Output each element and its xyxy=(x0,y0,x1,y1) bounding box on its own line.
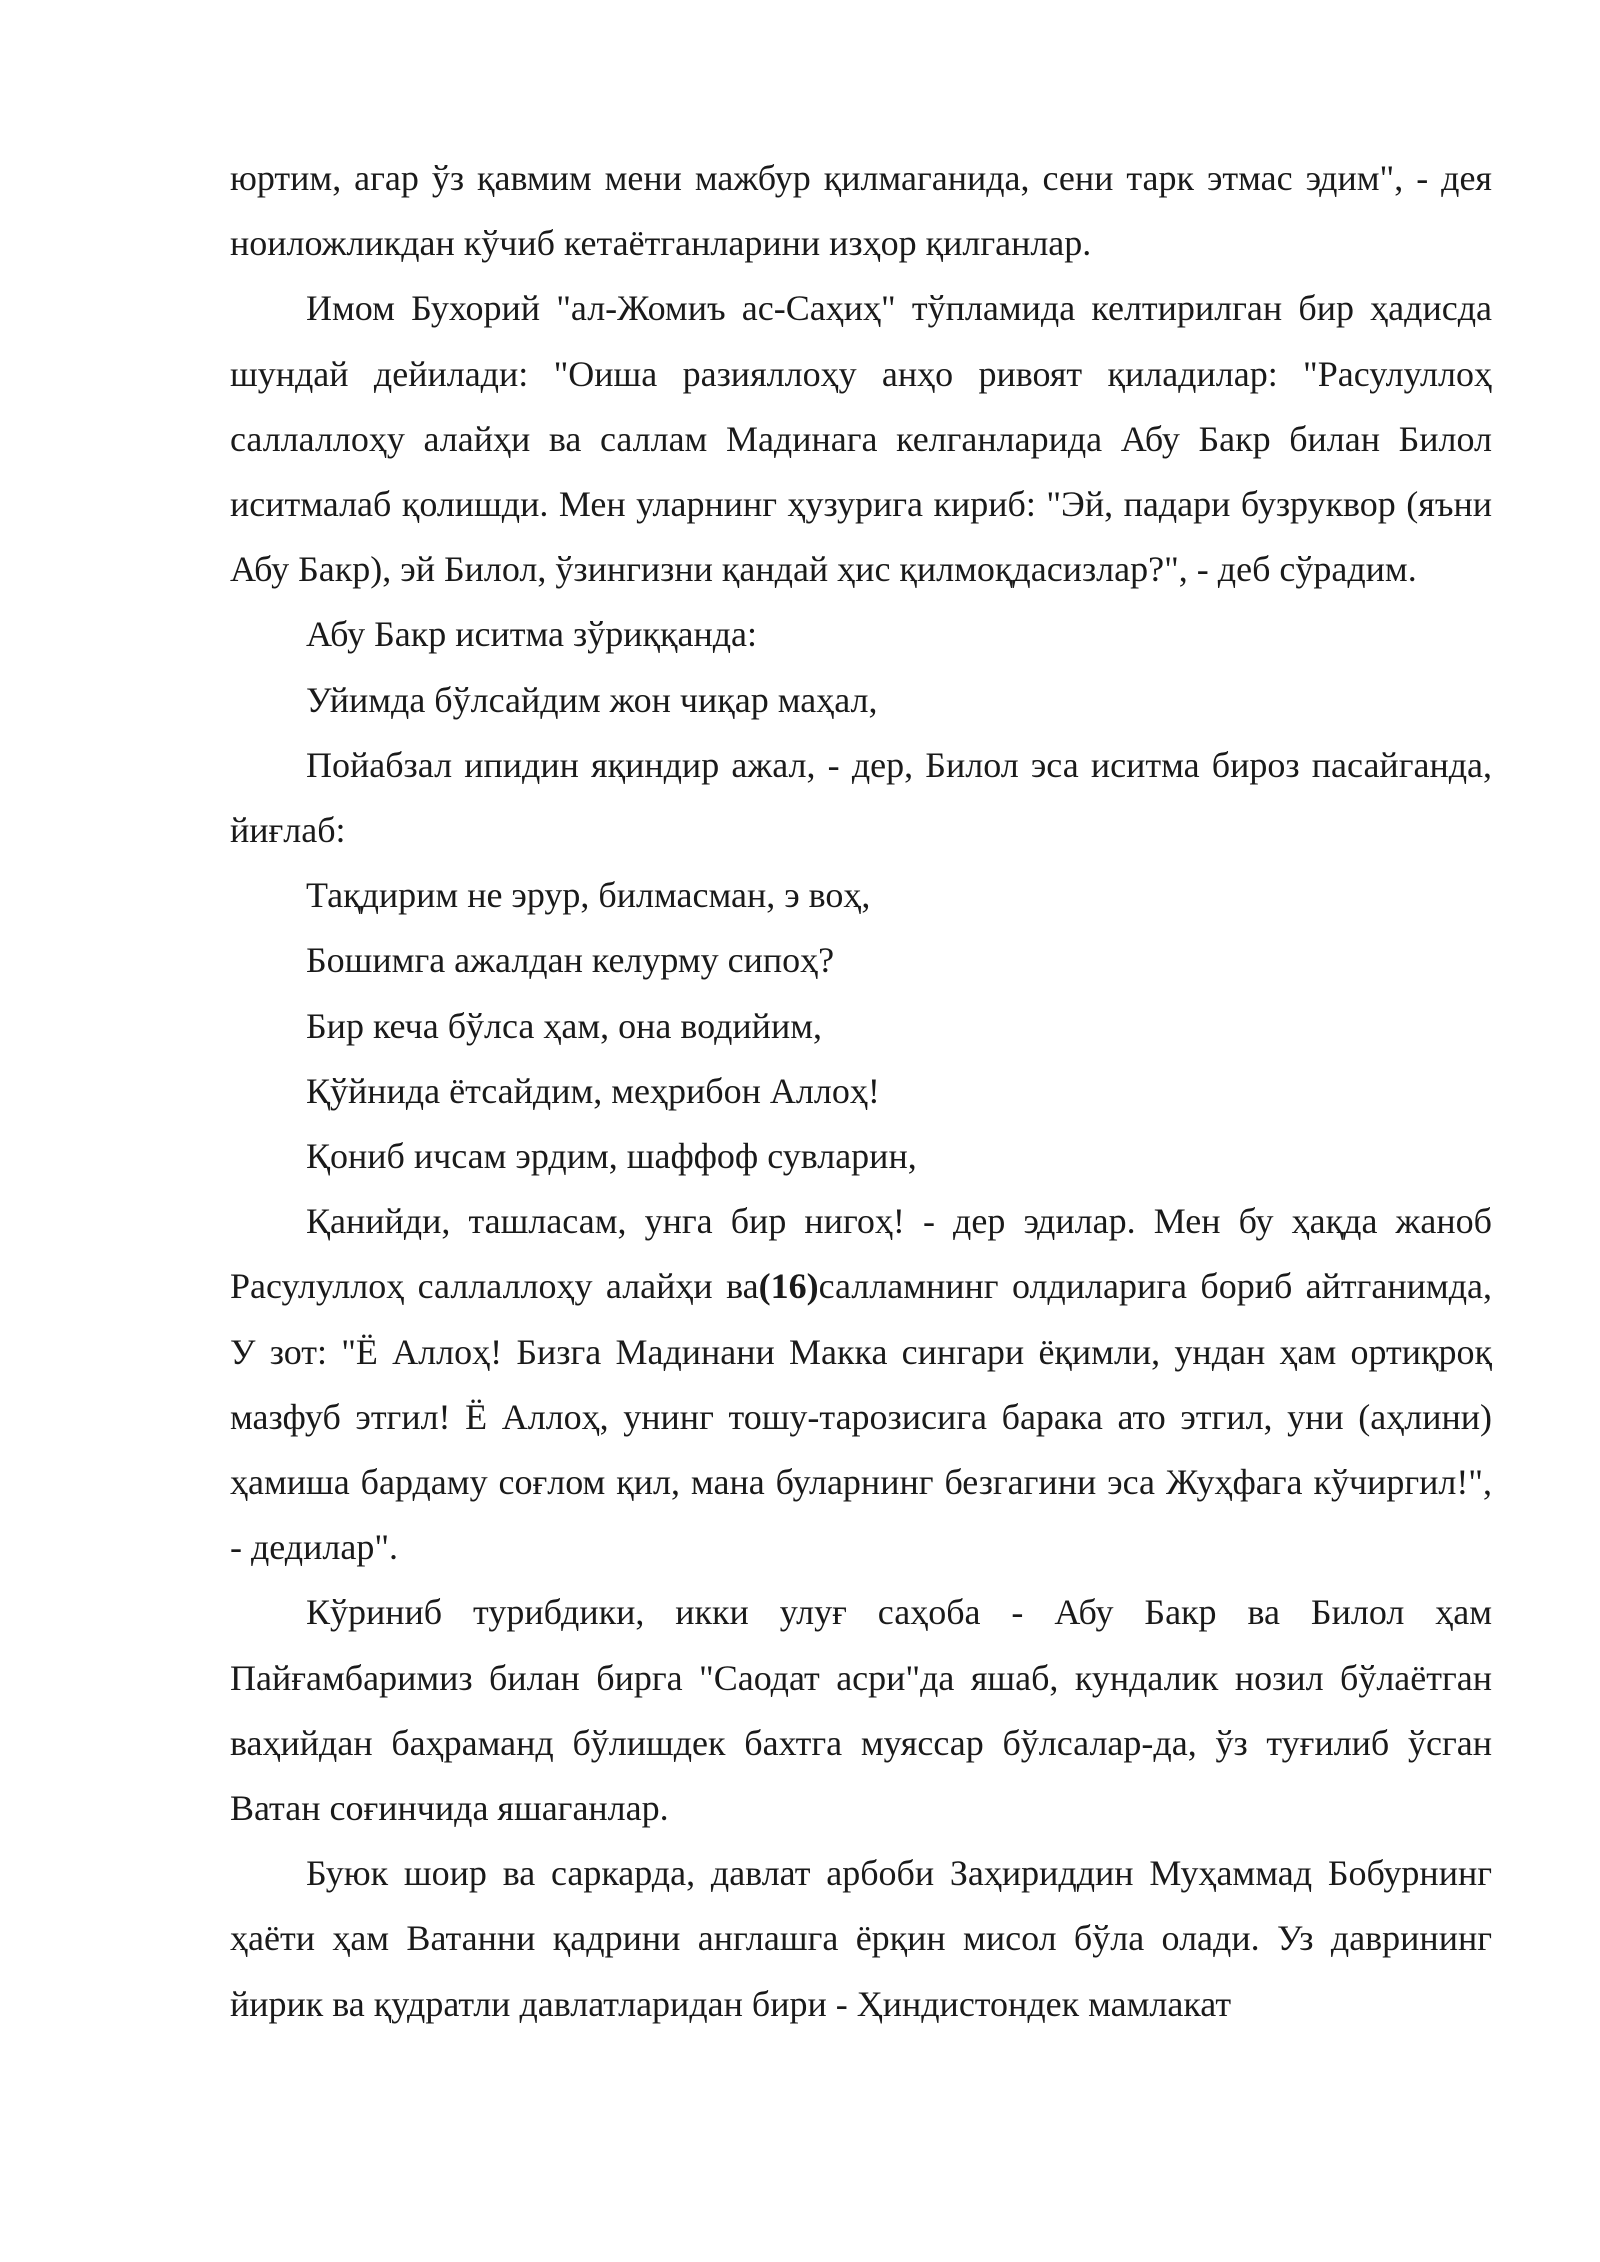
paragraph-11 xyxy=(230,1189,1492,1580)
verse-line-1: Уйимда бўлсайдим жон чиқар маҳал, xyxy=(306,679,878,720)
paragraph-3: Абу Бакр иситма зўриққанда: xyxy=(306,614,758,655)
paragraph-12: Кўриниб турибдики, икки улуғ саҳоба - Абу Бакр ва Билол ҳам Пайғамбаримиз билан бирга "Саодат асри"да яшаб, кундалик нозил бўлаётган ваҳийдан баҳраманд бўлишдек бахтга муяссар бўлсалар-да, ўз туғилиб ўсган Ватан соғинчида яшаганлар. xyxy=(230,1592,1492,1829)
paragraph-5: Пойабзал ипидин яқиндир ажал, - дер, Билол эса иситма бироз пасайганда, йиғлаб: xyxy=(230,744,1492,851)
body-text xyxy=(230,146,1492,2037)
page-number-marker: (16) xyxy=(758,1266,819,1307)
verse-line-6: Қониб ичсам эрдим, шаффоф сувларин, xyxy=(306,1136,917,1177)
paragraph-1: юртим, агар ўз қавмим мени мажбур қилмаганида, сени тарк этмас эдим", - дея ноиложликдан кўчиб кетаётганларини изҳор қилганлар. xyxy=(230,158,1492,264)
paragraph-13: Буюк шоир ва саркарда, давлат арбоби Заҳириддин Муҳаммад Бобурнинг ҳаёти ҳам Ватанни қадрини англашга ёрқин мисол бўла олади. Уз даврининг йирик ва қудратли давлатларидан бири - Ҳиндистондек мамлакат xyxy=(230,1853,1492,2024)
verse-line-3: Бошимга ажалдан келурму сипоҳ? xyxy=(306,940,835,981)
verse-line-2: Тақдирим не эрур, билмасман, э воҳ, xyxy=(306,875,871,916)
paragraph-11-start: Қанийди, ташласам, унга бир нигоҳ! - дер эдилар. Мен бу ҳақда жаноб Расулуллоҳ саллаллоҳу алайҳи ва xyxy=(230,1201,1492,1307)
paragraph-2: Имом Бухорий "ал-Жомиъ ас-Саҳиҳ" тўпламида келтирилган бир ҳадисда шундай дейилади: "Оиша разияллоҳу анҳо ривоят қиладилар: "Расулуллоҳ саллаллоҳу алайҳи ва саллам Мадинага келганларида Абу Бакр билан Билол иситмалаб қолишди. Мен уларнинг ҳузурига кириб: "Эй, падари бузруквор (яъни Абу Бакр), эй Билол, ўзингизни қандай ҳис қилмоқдасизлар?", - деб сўрадим. xyxy=(230,288,1492,590)
paragraph-11-end: салламнинг олдиларига бориб айтганимда, У зот: "Ё Аллоҳ! Бизга Мадинани Макка сингари ёқимли, ундан ҳам ортиқроқ мазфуб этгил! Ё Аллоҳ, унинг тошу-тарозисига барака ато этгил, уни (аҳлини) ҳамиша бардаму соғлом қил, мана буларнинг безгагини эса Жуҳфага кўчиргил!", - дедилар". xyxy=(230,1266,1493,1568)
verse-line-5: Қўйнида ётсайдим, меҳрибон Аллоҳ! xyxy=(306,1070,880,1111)
verse-line-4: Бир кеча бўлса ҳам, она водийим, xyxy=(306,1005,822,1046)
